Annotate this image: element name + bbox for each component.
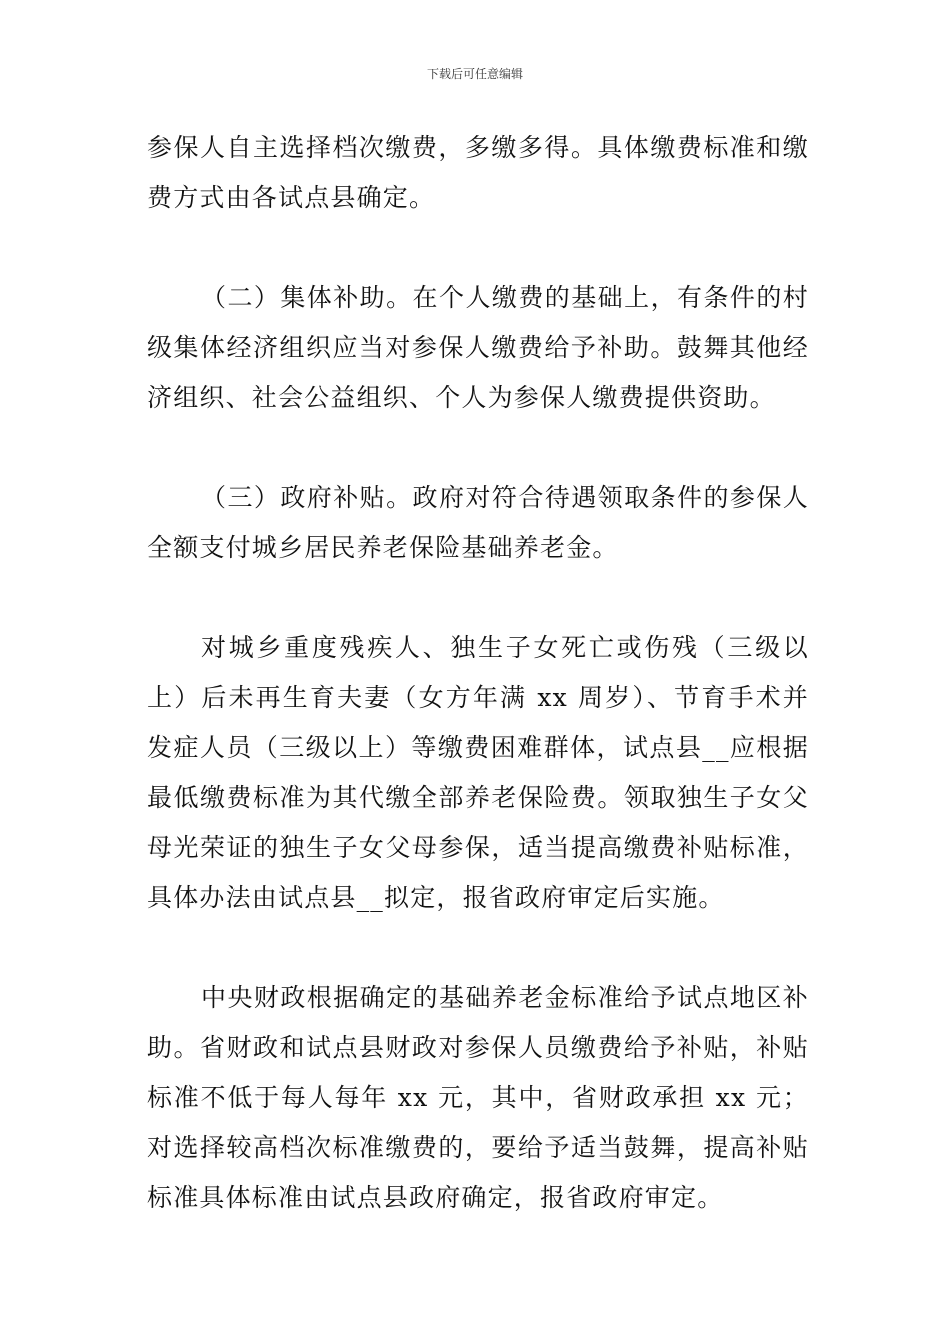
paragraph-collective-subsidy: （二）集体补助。在个人缴费的基础上，有条件的村级集体经济组织应当对参保人缴费给予补助。鼓舞其他经济组织、社会公益组织、个人为参保人缴费提供资助。	[147, 283, 809, 412]
paragraph-continuation: 参保人自主选择档次缴费，多缴多得。具体缴费标准和缴费方式由各试点县确定。	[147, 133, 809, 212]
paragraph-government-subsidy: （三）政府补贴。政府对符合待遇领取条件的参保人全额支付城乡居民养老保险基础养老金。	[147, 483, 809, 562]
page-header: 下载后可任意编辑	[426, 67, 523, 81]
paragraph-hardship-groups: 对城乡重度残疾人、独生子女死亡或伤残（三级以上）后未再生育夫妻（女方年满 xx 周岁）、节育手术并发症人员（三级以上）等缴费困难群体，试点县__应根据最低缴费标准为其代缴全部养老保险费。领取独生子女父母光荣证的独生子女父母参保，适当提高缴费补贴标准，具体办法由试点县__拟定，报省政府审定后实施。	[147, 633, 809, 912]
document-body	[147, 123, 809, 1273]
paragraph-fiscal-subsidy: 中央财政根据确定的基础养老金标准给予试点地区补助。省财政和试点县财政对参保人员缴费给予补贴，补贴标准不低于每人每年 xx 元，其中，省财政承担 xx 元；对选择较高档次标准缴费的，要给予适当鼓舞，提高补贴标准具体标准由试点县政府确定，报省政府审定。	[147, 983, 809, 1212]
